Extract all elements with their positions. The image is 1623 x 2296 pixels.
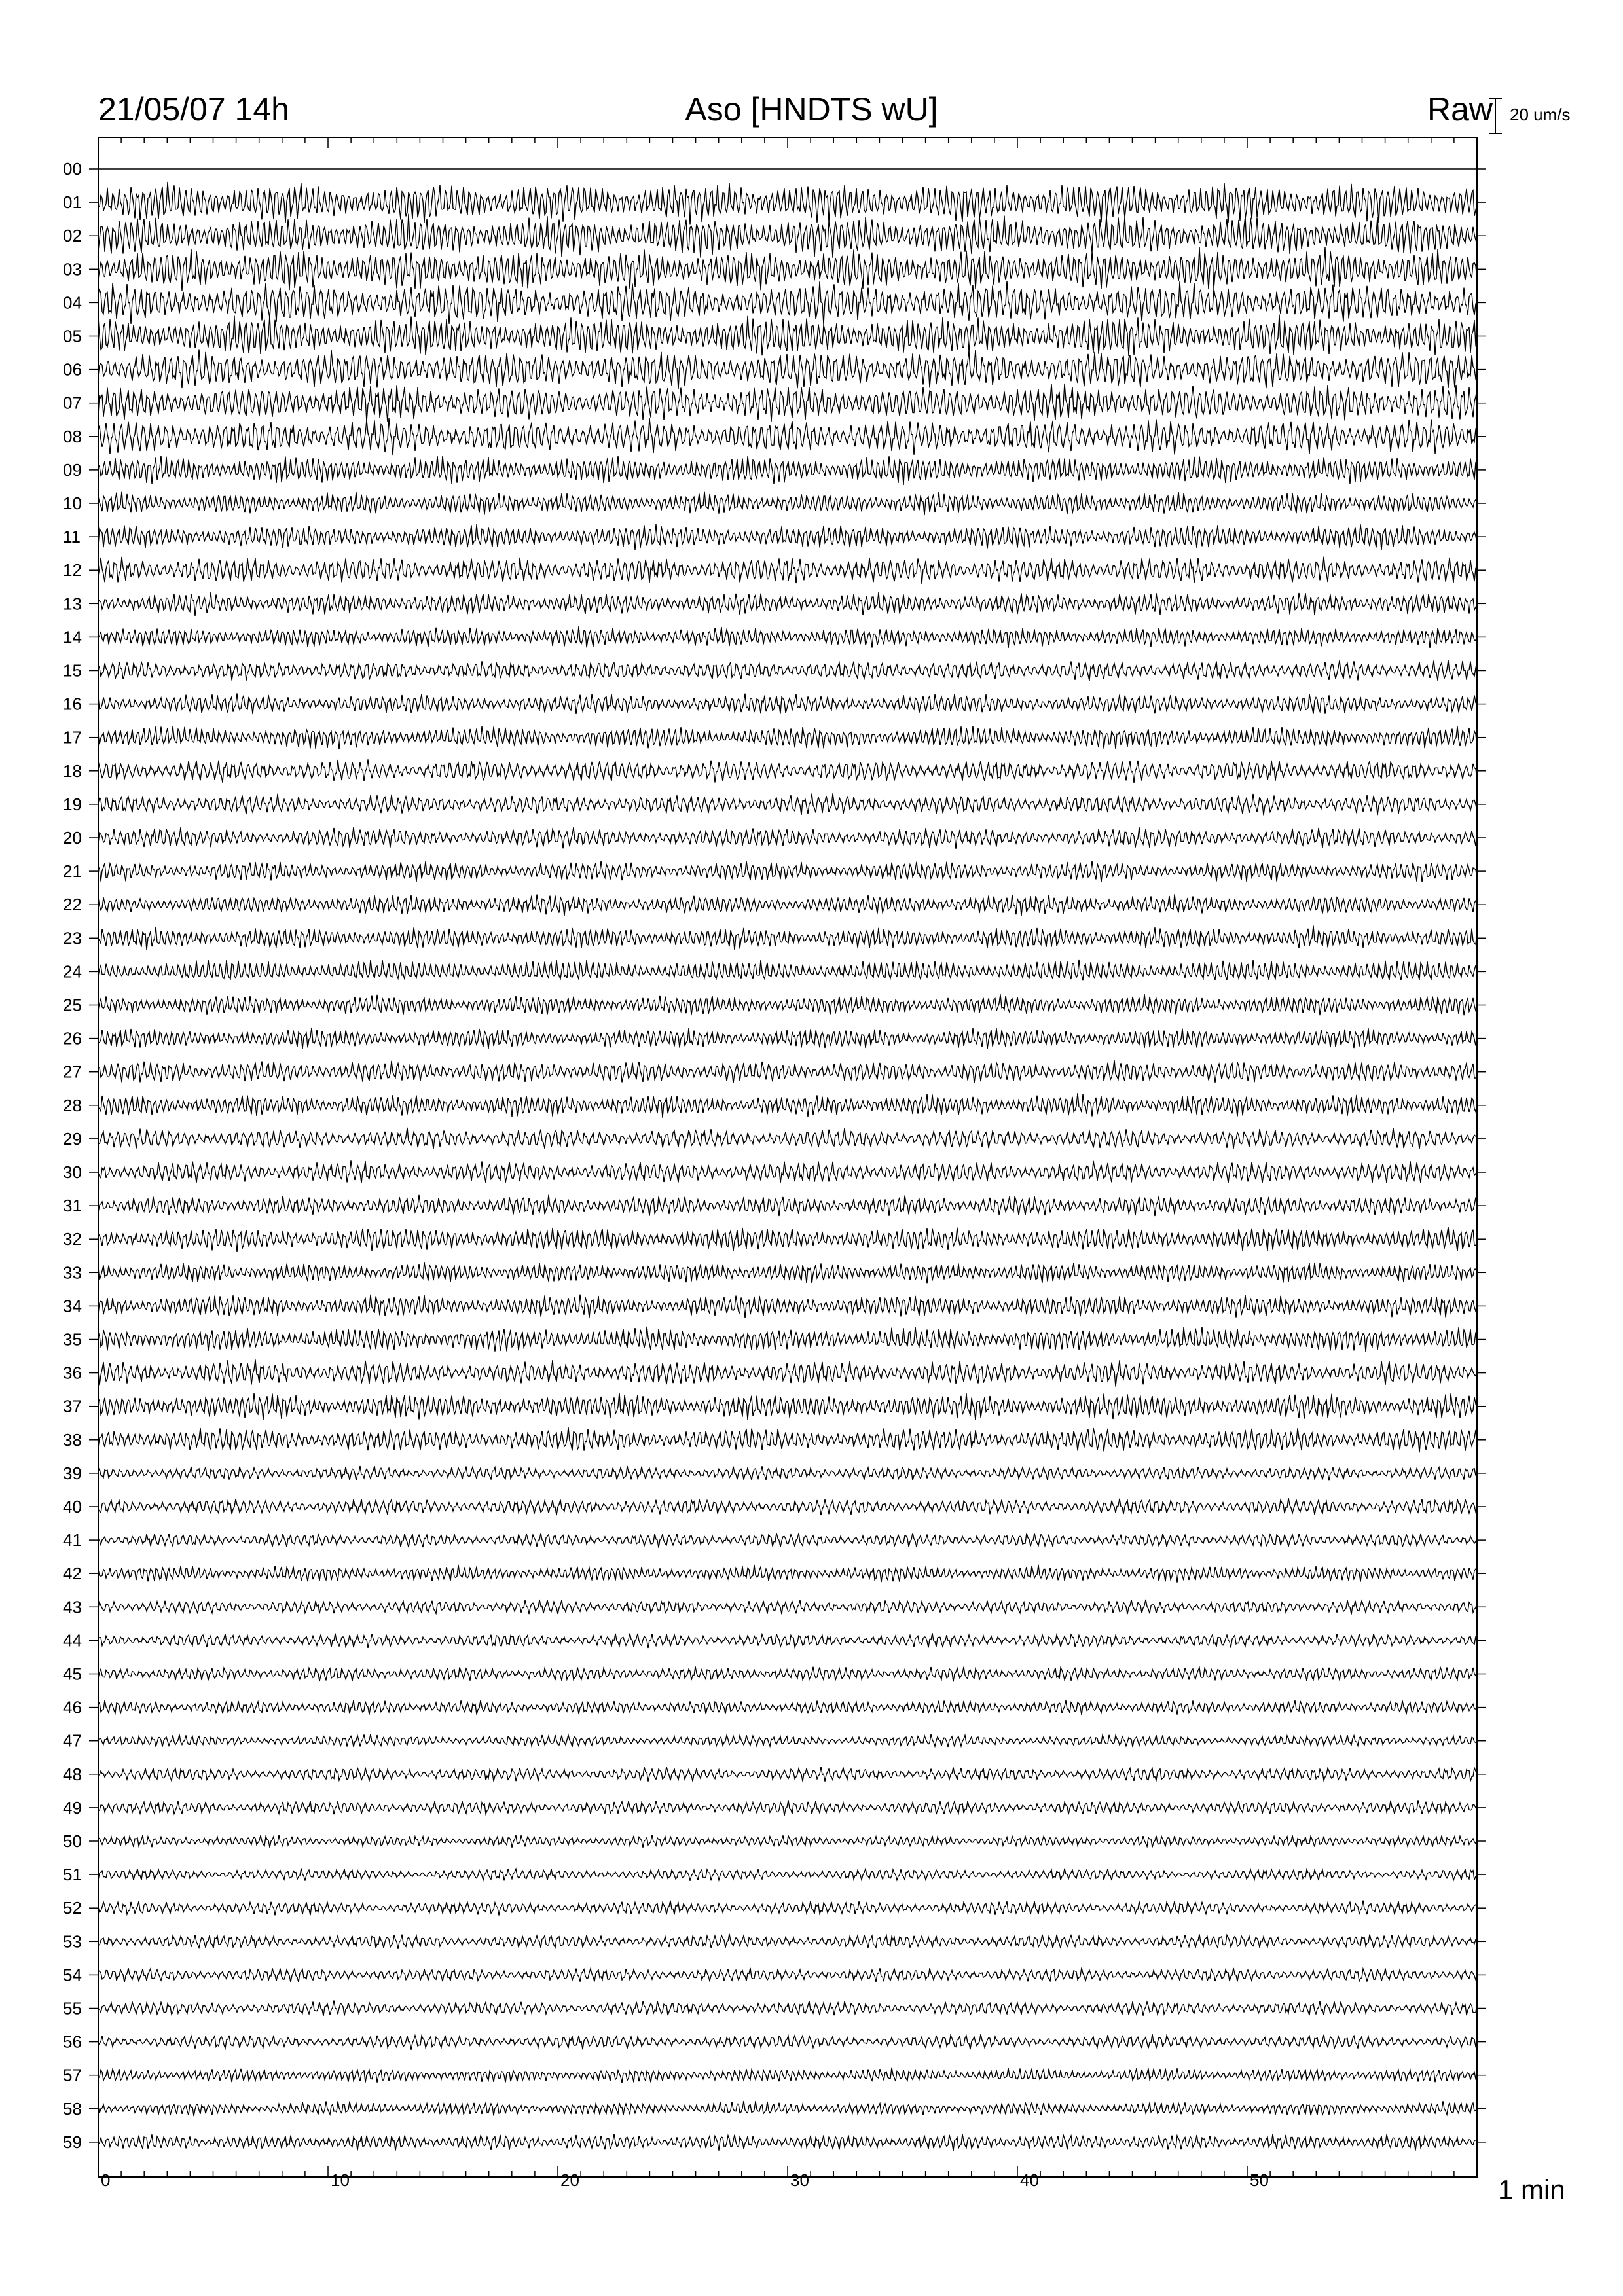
row-label: 30 [63,1162,82,1182]
row-label: 35 [63,1329,82,1350]
row-label: 24 [63,961,82,982]
row-label: 16 [63,694,82,714]
trace-row-35 [98,1327,1477,1352]
trace-row-06 [98,350,1477,389]
row-label: 08 [63,426,82,446]
trace-row-58 [98,2101,1477,2116]
row-label: 18 [63,761,82,781]
x-tick-label: 0 [101,2170,111,2190]
row-label: 52 [63,1898,82,1918]
trace-row-39 [98,1466,1477,1480]
row-label: 58 [63,2098,82,2119]
trace-row-33 [98,1262,1477,1283]
row-label: 11 [63,527,81,547]
row-label: 23 [63,928,82,948]
row-label: 50 [63,1831,82,1851]
trace-row-45 [98,1666,1477,1681]
row-label: 37 [63,1396,82,1416]
trace-row-15 [98,660,1477,681]
row-label: 05 [63,326,82,346]
row-label: 01 [63,192,82,213]
row-label: 54 [63,1965,82,1985]
trace-row-40 [98,1498,1477,1515]
row-label: 47 [63,1731,82,1751]
trace-row-34 [98,1295,1477,1318]
trace-row-10 [98,492,1477,516]
trace-row-14 [98,626,1477,648]
trace-row-38 [98,1427,1477,1452]
row-label: 51 [63,1865,82,1885]
trace-row-57 [98,2068,1477,2083]
row-label: 06 [63,359,82,380]
trace-row-08 [98,418,1477,455]
row-label: 03 [63,259,82,279]
axis-ticks [89,137,1486,2177]
trace-row-05 [98,315,1477,357]
trace-row-42 [98,1565,1477,1583]
scale-label: 20 um/s [1510,105,1571,124]
row-label: 45 [63,1664,82,1684]
row-label: 34 [63,1296,82,1316]
x-tick-labels [101,2170,1269,2190]
row-label: 15 [63,660,82,681]
trace-row-28 [98,1093,1477,1118]
row-label: 22 [63,895,82,915]
row-label: 28 [63,1095,82,1115]
row-label: 25 [63,995,82,1015]
trace-row-25 [98,994,1477,1015]
row-label: 31 [63,1196,82,1216]
trace-row-44 [98,1633,1477,1648]
trace-row-50 [98,1835,1477,1848]
trace-row-03 [98,247,1477,291]
trace-row-16 [98,694,1477,715]
title-date: 21/05/07 14h [98,91,289,128]
trace-row-11 [98,524,1477,550]
x-tick-label: 50 [1250,2170,1269,2190]
row-label: 53 [63,1931,82,1952]
trace-row-21 [98,861,1477,882]
row-label: 40 [63,1497,82,1516]
row-label: 48 [63,1764,82,1784]
trace-row-41 [98,1533,1477,1548]
trace-row-09 [98,456,1477,485]
trace-row-29 [98,1128,1477,1149]
trace-row-56 [98,2034,1477,2050]
trace-row-23 [98,926,1477,950]
row-label: 41 [63,1530,82,1551]
row-labels [63,159,82,2152]
row-label: 20 [63,828,82,848]
row-label: 02 [63,226,82,246]
row-label: 09 [63,459,82,480]
row-label: 39 [63,1463,82,1483]
trace-row-27 [98,1060,1477,1083]
amplitude-scale-bar [1489,98,1502,134]
trace-row-31 [98,1195,1477,1217]
trace-row-43 [98,1600,1477,1615]
row-label: 19 [63,794,82,814]
trace-row-07 [98,384,1477,422]
row-label: 56 [63,2032,82,2052]
title-station: Aso [HNDTS wU] [685,91,938,128]
trace-row-46 [98,1700,1477,1715]
row-label: 59 [63,2132,82,2152]
trace-row-52 [98,1901,1477,1916]
time-unit-label: 1 min [1498,2174,1565,2205]
row-label: 21 [63,861,82,882]
title-filter: Raw [1427,91,1493,128]
row-label: 55 [63,1998,82,2018]
row-label: 43 [63,1597,82,1617]
row-label: 36 [63,1363,82,1383]
row-label: 33 [63,1263,82,1283]
trace-row-24 [98,960,1477,980]
x-tick-label: 30 [790,2170,809,2190]
row-label: 07 [63,393,82,413]
trace-row-54 [98,1967,1477,1982]
row-label: 00 [63,159,82,179]
trace-row-20 [98,827,1477,849]
trace-row-47 [98,1734,1477,1748]
row-label: 26 [63,1028,82,1049]
trace-row-13 [98,592,1477,616]
row-label: 10 [63,493,82,513]
row-label: 46 [63,1697,82,1717]
trace-row-37 [98,1393,1477,1420]
trace-row-48 [98,1767,1477,1781]
trace-row-18 [98,759,1477,783]
row-label: 27 [63,1062,82,1082]
row-label: 04 [63,293,82,313]
row-label: 14 [63,627,82,647]
row-label: 29 [63,1128,82,1149]
x-tick-label: 10 [331,2170,350,2190]
row-label: 13 [63,594,82,614]
row-label: 57 [63,2065,82,2085]
trace-row-49 [98,1800,1477,1816]
trace-row-51 [98,1869,1477,1881]
trace-row-02 [98,214,1477,258]
trace-row-19 [98,793,1477,815]
row-label: 38 [63,1429,82,1450]
trace-row-32 [98,1227,1477,1252]
trace-row-04 [98,281,1477,325]
row-label: 32 [63,1229,82,1249]
trace-row-26 [98,1028,1477,1049]
trace-row-36 [98,1359,1477,1386]
x-tick-label: 40 [1020,2170,1039,2190]
x-tick-label: 20 [560,2170,579,2190]
trace-row-01 [98,182,1477,225]
trace-row-12 [98,557,1477,584]
trace-row-55 [98,2001,1477,2016]
trace-row-30 [98,1160,1477,1183]
row-label: 12 [63,560,82,581]
seismogram-traces [98,169,1477,2151]
row-label: 49 [63,1797,82,1818]
row-label: 17 [63,727,82,747]
trace-row-22 [98,894,1477,916]
trace-row-53 [98,1934,1477,1949]
row-label: 44 [63,1630,82,1651]
trace-row-59 [98,2134,1477,2151]
row-label: 42 [63,1564,82,1584]
trace-row-17 [98,726,1477,749]
